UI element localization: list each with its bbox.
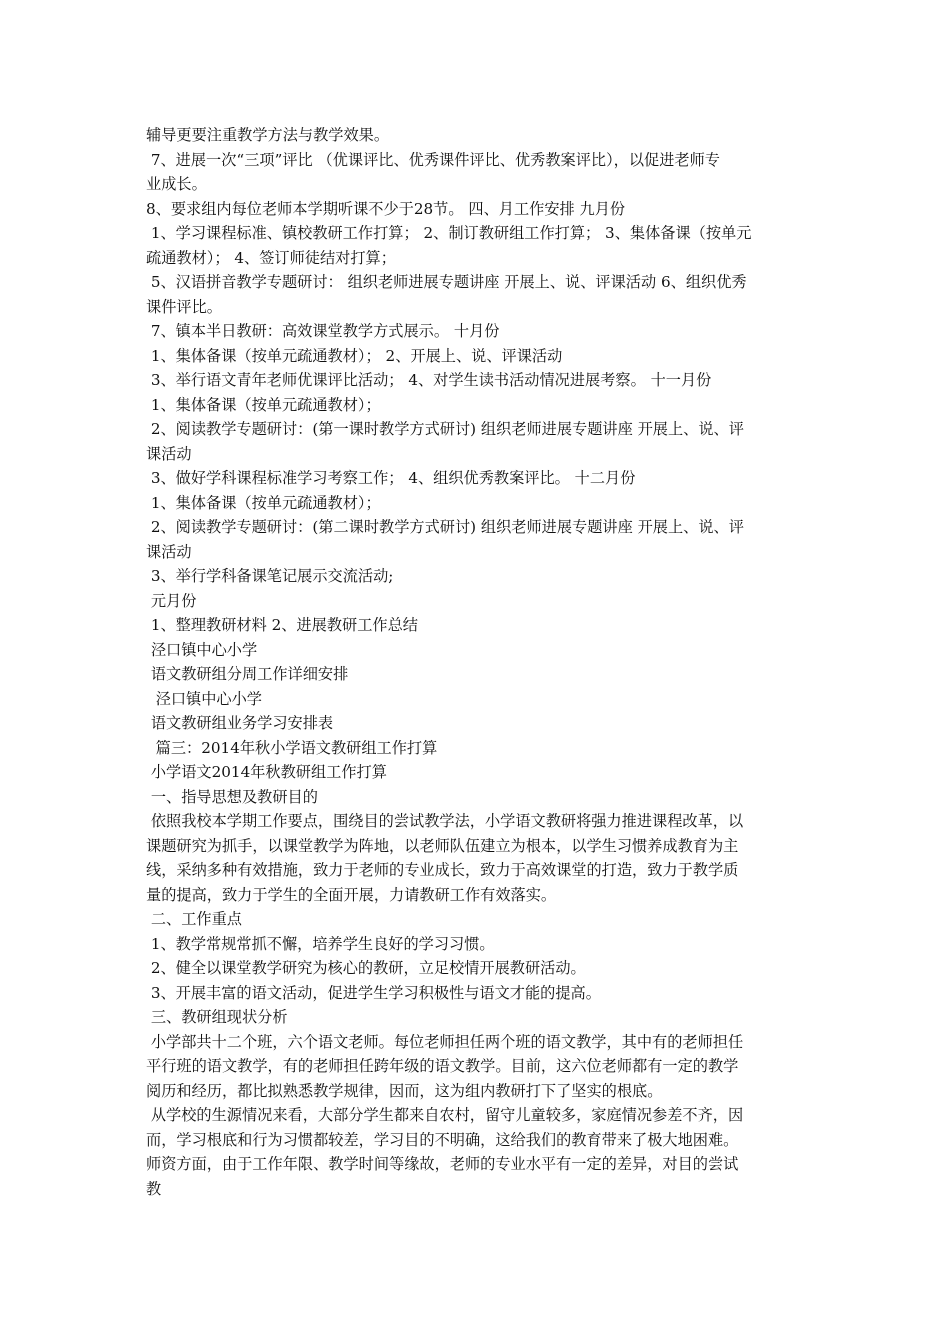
text-line: 3、举行学科备课笔记展示交流活动; xyxy=(146,567,394,585)
text-line: 1、教学常规常抓不懈，培养学生良好的学习习惯。 xyxy=(146,934,495,953)
text-line: 课活动 xyxy=(146,444,192,463)
text-line: 一、指导思想及教研目的 xyxy=(146,787,318,806)
text-line: 教 xyxy=(146,1179,162,1198)
text-line: 语文教研组分周工作详细安排 xyxy=(146,665,349,683)
text-line: 7、镇本半日教研：高效课堂教学方式展示。 十月份 xyxy=(146,322,500,340)
text-line: 小学部共十二个班，六个语文老师。每位老师担任两个班的语文教学，其中有的老师担任 xyxy=(146,1032,744,1051)
text-line: 从学校的生源情况来看，大部分学生都来自农村，留守儿童较多，家庭情况参差不齐，因 xyxy=(146,1106,744,1124)
text-line: 线，采纳多种有效措施，致力于老师的专业成长，致力于高效课堂的打造，致力于教学质 xyxy=(146,861,739,879)
text-line: 语文教研组业务学习安排表 xyxy=(146,714,334,732)
text-line: 二、工作重点 xyxy=(146,910,242,928)
text-line: 3、开展丰富的语文活动，促进学生学习积极性与语文才能的提高。 xyxy=(146,983,601,1002)
text-line: 量的提高，致力于学生的全面开展，力请教研工作有效落实。 xyxy=(146,885,557,904)
text-line: 疏通教材）； 4、签订师徒结对打算； xyxy=(146,248,396,267)
text-line: 课题研究为抓手，以课堂教学为阵地，以老师队伍建立为根本，以学生习惯养成教育为主 xyxy=(146,836,739,855)
text-line: 5、汉语拼音教学专题研讨： 组织老师进展专题讲座 开展上、说、评课活动 6、组织优秀 xyxy=(146,273,747,291)
text-line: 1、集体备课（按单元疏通教材）； xyxy=(146,493,381,512)
text-line: 依照我校本学期工作要点，围绕目的尝试教学法，小学语文教研将强力推进课程改革，以 xyxy=(146,812,744,830)
text-line: 3、做好学科课程标准学习考察工作； 4、组织优秀教案评比。 十二月份 xyxy=(146,469,636,487)
document-body xyxy=(146,123,810,1201)
text-line: 小学语文2014年秋教研组工作打算 xyxy=(146,763,387,781)
text-line: 2、健全以课堂教学研究为核心的教研，立足校情开展教研活动。 xyxy=(146,959,586,977)
text-line: 1、整理教研材料 2、进展教研工作总结 xyxy=(146,616,418,634)
text-line: 3、举行语文青年老师优课评比活动； 4、对学生读书活动情况进展考察。 十一月份 xyxy=(146,371,712,389)
text-line: 泾口镇中心小学 xyxy=(146,689,262,708)
text-line: 课件评比。 xyxy=(146,297,222,316)
text-line: 平行班的语文教学，有的老师担任跨年级的语文教学。目前，这六位老师都有一定的教学 xyxy=(146,1057,739,1075)
text-line: 2、阅读教学专题研讨：(第二课时教学方式研讨) 组织老师进展专题讲座 开展上、说、评 xyxy=(146,518,744,536)
text-line: 课活动 xyxy=(146,542,192,561)
text-line: 8、要求组内每位老师本学期听课不少于28节。 四、月工作安排 九月份 xyxy=(146,199,626,218)
text-line: 辅导更要注重教学方法与教学效果。 xyxy=(146,126,389,144)
text-line: 业成长。 xyxy=(146,175,207,193)
text-line: 2、阅读教学专题研讨：(第一课时教学方式研讨) 组织老师进展专题讲座 开展上、说、评 xyxy=(146,420,744,438)
text-line: 阅历和经历，都比拟熟悉教学规律，因而，这为组内教研打下了坚实的根底。 xyxy=(146,1081,663,1100)
text-line: 元月份 xyxy=(146,591,197,610)
text-line: 1、集体备课（按单元疏通教材）； xyxy=(146,395,381,414)
text-line: 三、教研组现状分析 xyxy=(146,1008,288,1026)
text-line: 1、集体备课（按单元疏通教材）； 2、开展上、说、评课活动 xyxy=(146,346,563,365)
text-line: 7、进展一次“三项”评比 （优课评比、优秀课件评比、优秀教案评比），以促进老师专 xyxy=(146,150,720,169)
text-line: 师资方面，由于工作年限、教学时间等缘故，老师的专业水平有一定的差异，对目的尝试 xyxy=(146,1155,739,1173)
text-line: 而，学习根底和行为习惯都较差，学习目的不明确，这给我们的教育带来了极大地困难。 xyxy=(146,1130,739,1149)
text-line: 1、学习课程标准、镇校教研工作打算； 2、制订教研组工作打算； 3、集体备课（按单元 xyxy=(146,224,752,242)
text-line: 篇三：2014年秋小学语文教研组工作打算 xyxy=(146,738,438,757)
text-line: 泾口镇中心小学 xyxy=(146,640,258,659)
